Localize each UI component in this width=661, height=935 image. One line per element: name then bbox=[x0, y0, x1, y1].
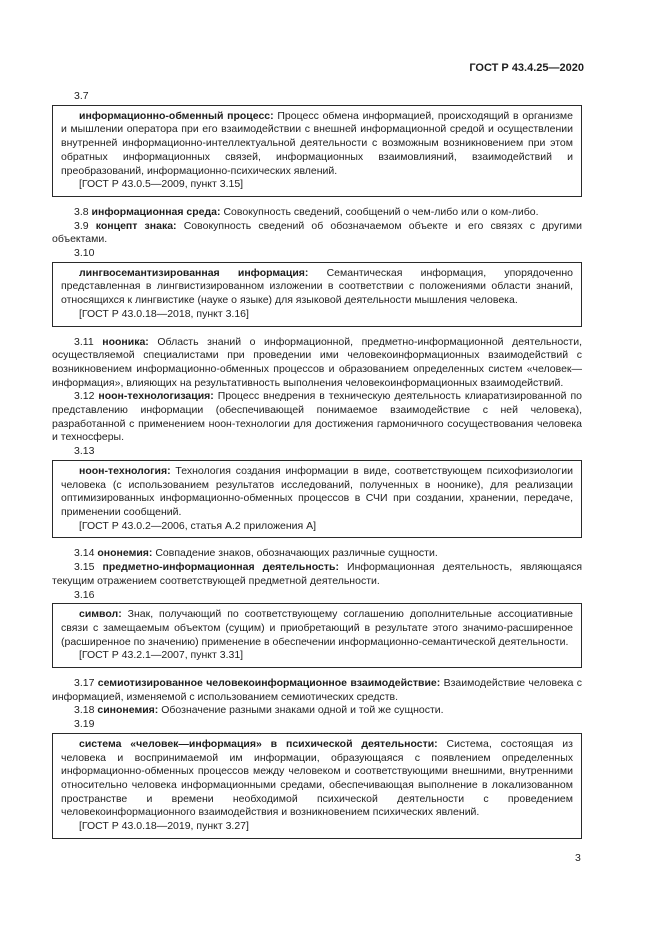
definition-text: Технология создания информации в виде, соответствующем психофизиологии человека (с использованием результатов исследований, полученных в ноонике), для реализации оптимизированных информационно-обменных процессов в СЧИ при создании, хранении, передаче, применении сообщений. bbox=[61, 464, 573, 518]
clause-number: 3.9 bbox=[74, 219, 89, 232]
clause-number: 3.7 bbox=[74, 90, 89, 102]
definition-text: Совокупность сведений, сообщений о чем-либо или о ком-либо. bbox=[223, 205, 539, 218]
term-definition bbox=[61, 267, 573, 308]
term-title: ноон-технология: bbox=[79, 464, 171, 477]
term-title: семиотизированное человекоинформационное взаимодействие: bbox=[97, 677, 441, 690]
definition-text: Процесс внедрения в техническую деятельность клиаратизированной по представлению информации (обеспечивающей понимаемое взаимодействие с ней человека), разработанной с применением ноон-технологии для достижения гармоничного сосуществования человека и техносферы. bbox=[52, 390, 582, 444]
clause-number: 3.8 bbox=[74, 205, 89, 218]
clause-number: 3.13 bbox=[74, 445, 95, 458]
page-number: 3 bbox=[575, 852, 581, 864]
clause-number: 3.18 bbox=[74, 704, 95, 717]
source-reference: [ГОСТ Р 43.0.18—2019, пункт 3.27] bbox=[79, 820, 249, 833]
definition-text: Взаимодействие человека с информацией, изменяемой с использованием семиотических средств. bbox=[52, 677, 583, 703]
term-title: система «человек—информация» в психической деятельности: bbox=[79, 737, 438, 750]
source-reference: [ГОСТ Р 43.0.18—2018, пункт 3.16] bbox=[79, 307, 249, 320]
term-definition bbox=[61, 738, 573, 820]
definition-text: Процесс обмена информацией, происходящий в организме и мышлении оператора при его взаимодействии с внешней информационной средой и осуществлении внутренней информационно-интеллектуальной деятельности с возможным возникновением при этом обратных информационных связей, информационных взаимовлияний, взаимодействий и преобразований, информационно-психических явлений. bbox=[61, 109, 573, 177]
source-reference: [ГОСТ Р 43.0.2—2006, статья А.2 приложения А] bbox=[79, 519, 317, 532]
term-definition bbox=[61, 465, 573, 520]
definition-text: Область знаний о информационной, предметно-информационной деятельности, осуществляемой специалистами при проведении ими человекоинформационных взаимодействий с возникновением информационно-обменных процессов и образованием определенных систем «человек—информация», влияющих на результативность выполнения человекоинформационных взаимодействий. bbox=[52, 335, 583, 389]
term-box bbox=[52, 105, 582, 197]
clause-number: 3.14 bbox=[74, 547, 95, 560]
term-title: символ: bbox=[79, 608, 122, 621]
term-paragraph bbox=[52, 336, 582, 391]
term-title: синонемия: bbox=[97, 704, 159, 717]
definition-text: Информационная деятельность, являющаяся текущим отражением соответствующей предметной деятельности. bbox=[52, 561, 583, 587]
definition-text: Знак, получающий по соответствующему соглашению дополнительные ассоциативные связи с замещаемым объектом (сущим) и приобретающий в результате этого значимо-расширенное (расширенное по значению) применение в обеспечении информационно-семантической деятельности. bbox=[61, 608, 574, 648]
definition-text: Совпадение знаков, обозначающих различные сущности. bbox=[155, 547, 438, 560]
term-definition bbox=[61, 110, 573, 179]
clause-number: 3.16 bbox=[74, 588, 95, 601]
term-paragraph bbox=[52, 561, 582, 588]
term-title: предметно-информационная деятельность: bbox=[102, 561, 339, 574]
definition-text: Обозначение разными знаками одной и той же сущности. bbox=[161, 704, 444, 717]
term-box bbox=[52, 603, 582, 668]
definition-text: Система, состоящая из человека и воспринимаемой им информации, образующаяся с появлением определенных информационно-обменных процессов между человеком и соответствующими внешними, внутренними относительно человека информационными средами, обеспечивающая выполнение в локализованном пространстве и времени необходимой психической деятельности с проведением человекоинформационного взаимодействия и возникновением психических явлений. bbox=[61, 737, 573, 819]
document-body bbox=[52, 90, 582, 845]
term-definition bbox=[61, 608, 573, 649]
term-title: концепт знака: bbox=[95, 219, 177, 232]
definition-text: Семантическая информация, упорядоченно представленная в лингвистизированном изложении в соответствии с положениями области знаний, относящихся к лингвистике (науке о языке) для языковой деятельности мышления человека. bbox=[61, 266, 573, 307]
clause-number: 3.15 bbox=[74, 561, 95, 574]
clause-number: 3.11 bbox=[74, 335, 94, 348]
term-paragraph bbox=[52, 547, 582, 561]
term-title: информационно-обменный процесс: bbox=[79, 109, 274, 122]
term-box bbox=[52, 262, 582, 327]
term-box bbox=[52, 460, 582, 539]
clause-number: 3.12 bbox=[74, 390, 95, 403]
term-title: информационная среда: bbox=[91, 205, 221, 218]
term-title: лингвосемантизированная информация: bbox=[79, 266, 309, 279]
term-paragraph bbox=[52, 206, 582, 220]
source-reference: [ГОСТ Р 43.0.5—2009, пункт 3.15] bbox=[79, 178, 244, 191]
term-paragraph bbox=[52, 220, 582, 247]
definition-text: Совокупность сведений об обозначаемом объекте и его связях с другими объектами. bbox=[52, 219, 583, 246]
term-paragraph bbox=[52, 704, 582, 718]
document-id: ГОСТ Р 43.4.25—2020 bbox=[469, 62, 584, 74]
term-box bbox=[52, 733, 582, 839]
term-title: нооника: bbox=[102, 335, 149, 348]
term-paragraph bbox=[52, 677, 582, 704]
clause-number: 3.17 bbox=[74, 677, 95, 690]
source-reference: [ГОСТ Р 43.2.1—2007, пункт 3.31] bbox=[79, 649, 244, 662]
term-paragraph bbox=[52, 390, 582, 445]
clause-number: 3.19 bbox=[74, 718, 95, 731]
term-title: ононемия: bbox=[97, 547, 153, 560]
clause-number: 3.10 bbox=[74, 247, 95, 260]
term-title: ноон-технологизация: bbox=[98, 390, 214, 403]
